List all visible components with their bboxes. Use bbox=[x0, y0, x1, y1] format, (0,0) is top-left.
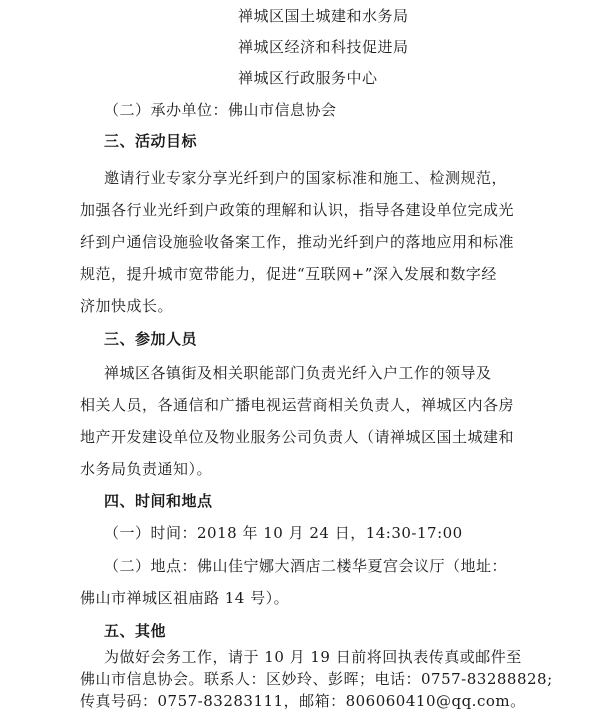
paragraph-line: 佛山市信息协会。联系人：区妙玲、彭晖；电话：0757-83288828; bbox=[80, 670, 553, 688]
paragraph-line: 相关人员，各通信和广播电视运营商相关负责人，禅城区内各房 bbox=[80, 396, 515, 414]
paragraph-line: （二）地点：佛山佳宁娜大酒店二楼华夏宫会议厅（地址： bbox=[104, 557, 508, 575]
organizer-line: 禅城区经济和科技促进局 bbox=[238, 38, 409, 56]
paragraph-line: （一）时间：2018 年 10 月 24 日，14:30-17:00 bbox=[104, 524, 463, 542]
section-heading-time-place: 四、时间和地点 bbox=[104, 492, 213, 510]
paragraph-line: 为做好会务工作，请于 10 月 19 日前将回执表传真或邮件至 bbox=[104, 648, 522, 666]
section-heading-other: 五、其他 bbox=[104, 622, 167, 640]
paragraph-line: 济加快成长。 bbox=[80, 297, 174, 315]
paragraph-line: 邀请行业专家分享光纤到户的国家标准和施工、检测规范， bbox=[104, 169, 508, 187]
paragraph-line: 传真号码：0757-83283111，邮箱：806060410@qq.com。 bbox=[80, 692, 526, 710]
organizer-line: 禅城区行政服务中心 bbox=[238, 69, 378, 87]
paragraph-line: 规范，提升城市宽带能力，促进“互联网+”深入发展和数字经 bbox=[80, 265, 497, 283]
paragraph-line: 纤到户通信设施验收备案工作，推动光纤到户的落地应用和标准 bbox=[80, 233, 515, 251]
section-heading-participants: 三、参加人员 bbox=[104, 330, 198, 348]
section-heading-goals: 三、活动目标 bbox=[104, 132, 198, 150]
organizer-line: 禅城区国土城建和水务局 bbox=[238, 7, 409, 25]
paragraph-line: 禅城区各镇街及相关职能部门负责光纤入户工作的领导及 bbox=[104, 364, 492, 382]
paragraph-line: 加强各行业光纤到户政策的理解和认识，指导各建设单位完成光 bbox=[80, 201, 515, 219]
paragraph-line: 水务局负责通知）。 bbox=[80, 460, 213, 478]
undertaker-line: （二）承办单位：佛山市信息协会 bbox=[104, 101, 337, 119]
paragraph-line: 佛山市禅城区祖庙路 14 号）。 bbox=[80, 589, 290, 607]
paragraph-line: 地产开发建设单位及物业服务公司负责人（请禅城区国土城建和 bbox=[80, 428, 515, 446]
